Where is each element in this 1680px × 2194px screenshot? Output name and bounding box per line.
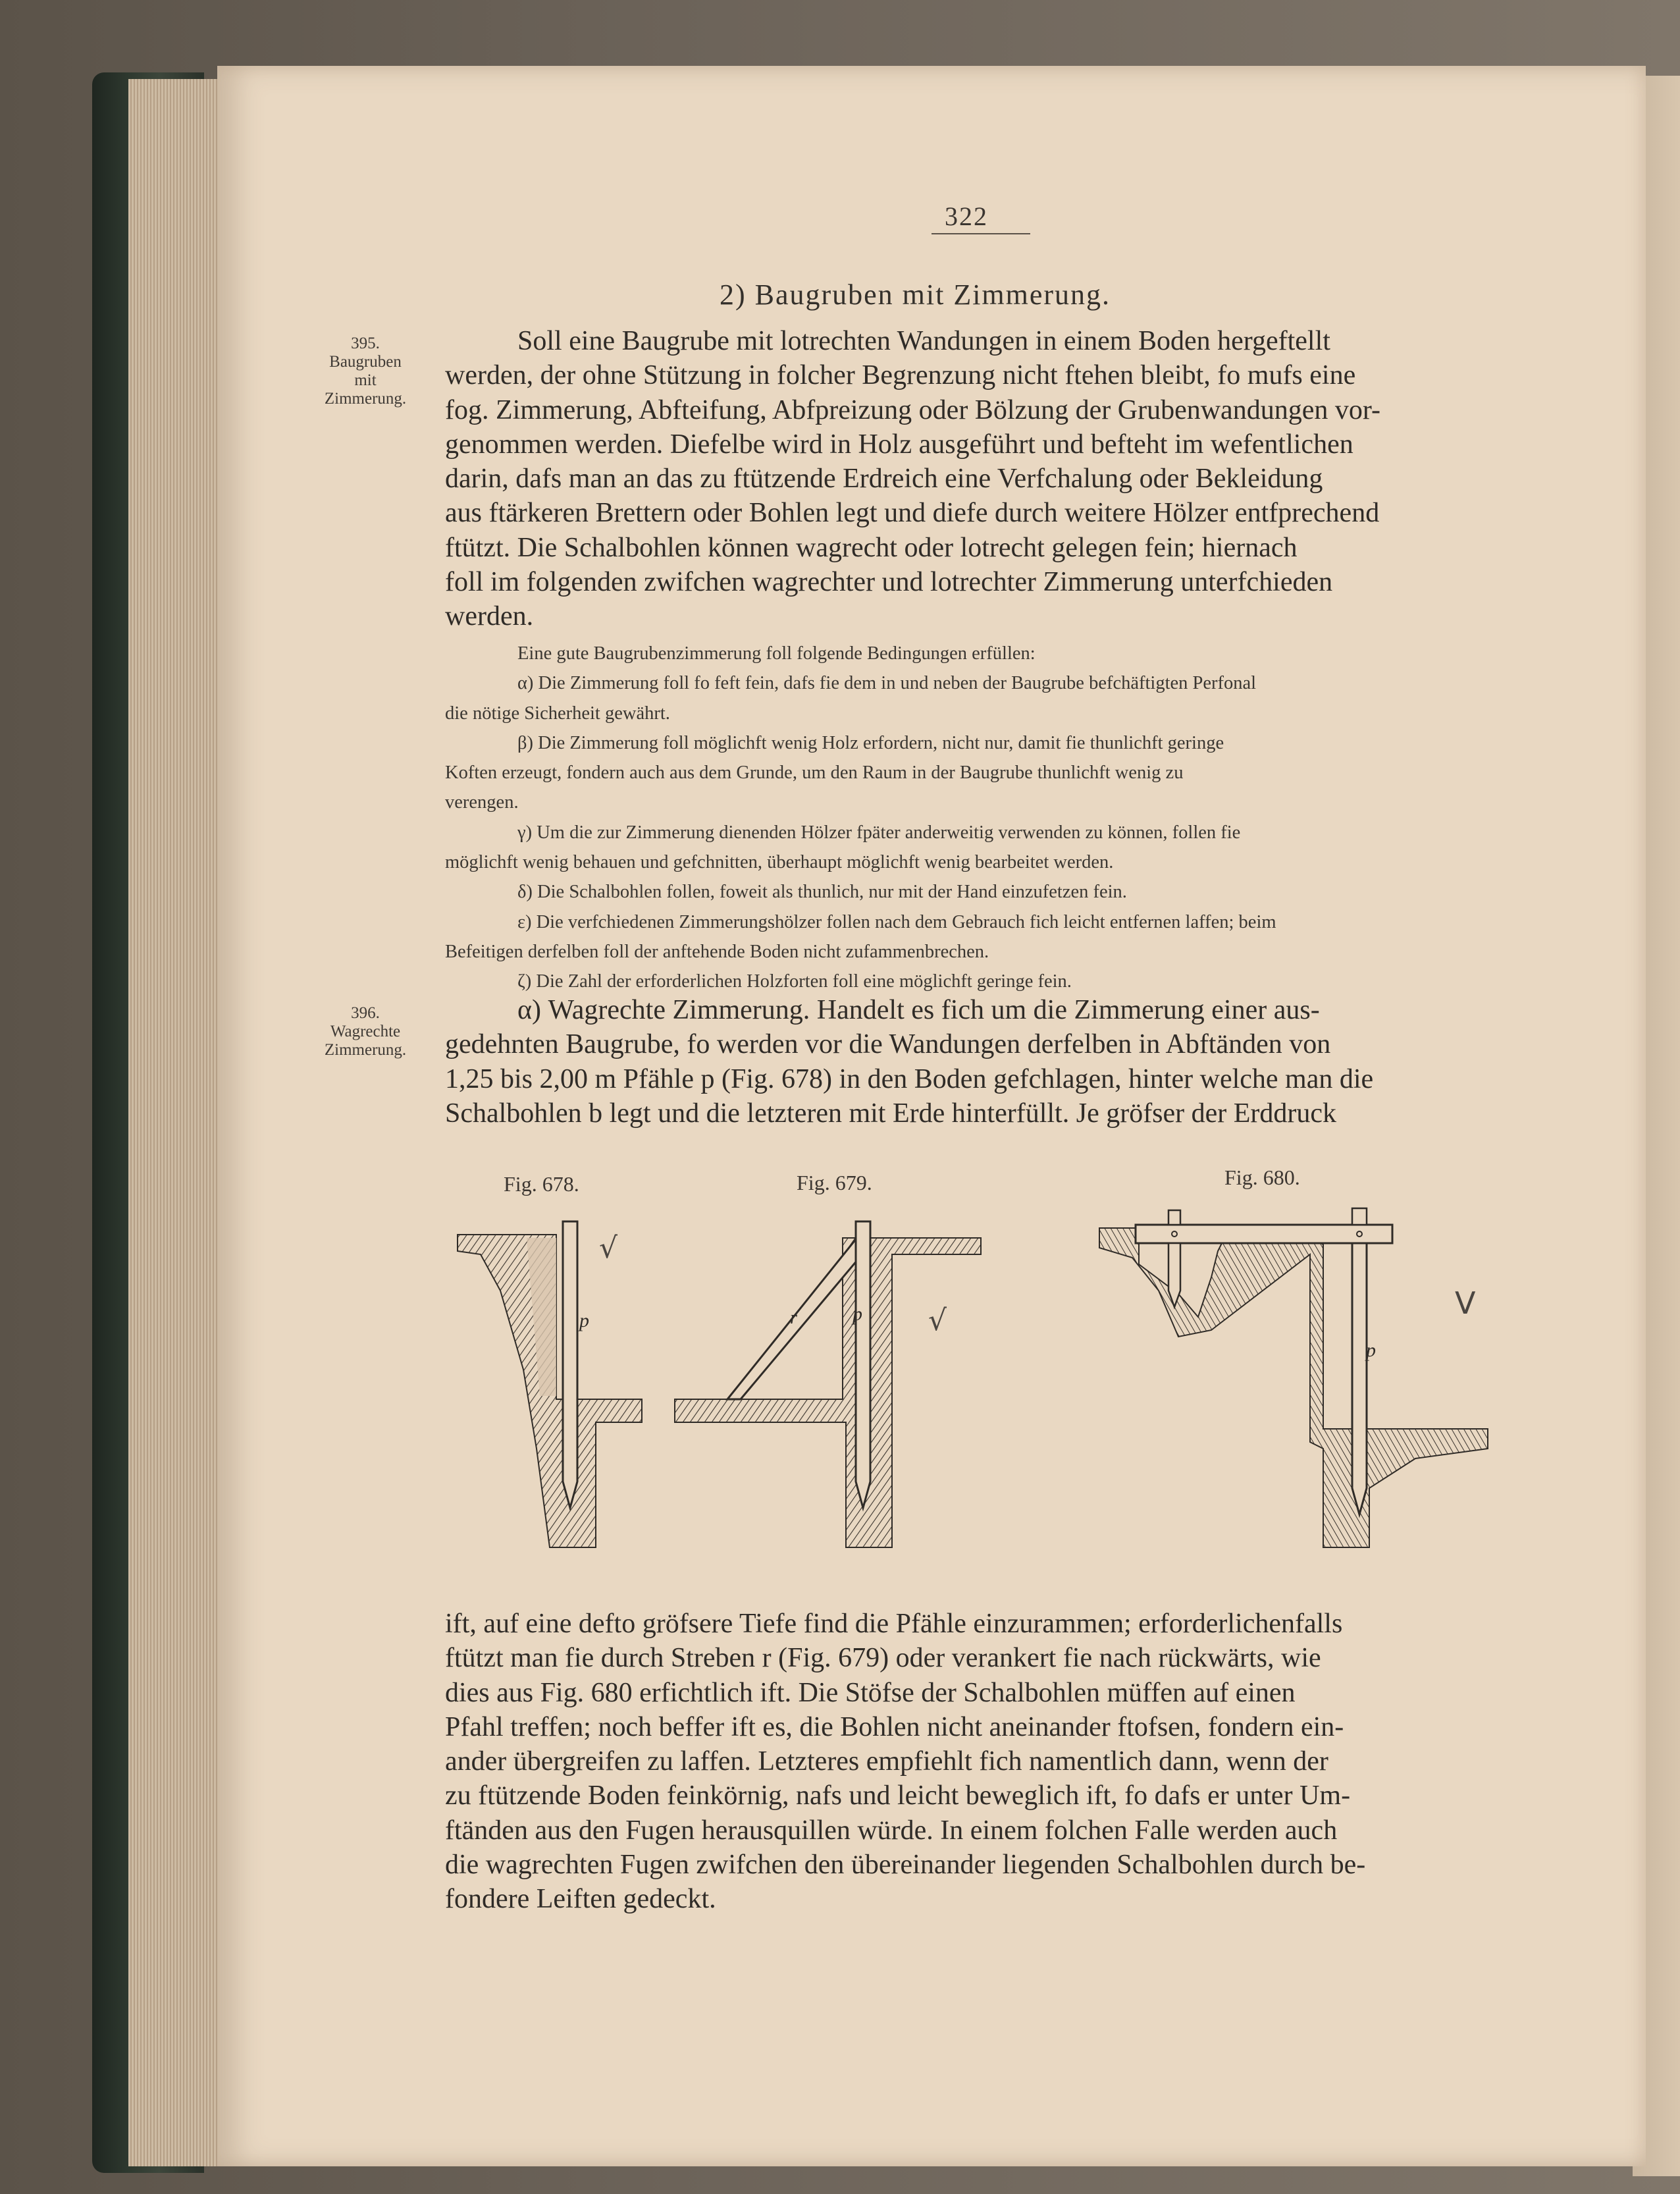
condition-gamma: γ) Um die zur Zimmerung dienenden Hölzer fpäter anderweitig verwenden zu können, follen fie [517,822,1241,843]
condition-zeta: ζ) Die Zahl der erforderlichen Holzforten foll eine möglichft geringe fein. [517,971,1072,992]
fig-679-strut-letter: r [790,1308,797,1328]
fig-678-pile [563,1221,577,1508]
fig-680-drawing [1099,1208,1488,1547]
paragraph-continued [445,1607,1498,1917]
text-line: fondere Leiften gedeckt. [445,1884,716,1915]
text-line: möglichft wenig behauen und gefchnitten, überhaupt möglichft wenig bearbeitet werden. [445,852,1114,873]
text-line: genommen werden. Diefelbe wird in Holz ausgeführt und befteht im wefentlichen [445,429,1353,460]
text-line: die nötige Sicherheit gewährt. [445,703,670,724]
text-line: zu ftützende Boden feinkörnig, nafs und leicht beweglich ift, fo dafs er unter Um- [445,1780,1351,1811]
text-line: dies aus Fig. 680 erfichtlich ift. Die Stöfse der Schalbohlen müffen auf einen [445,1677,1296,1708]
text-line: die wagrechten Fugen zwifchen den übereinander liegenden Schalbohlen durch be- [445,1850,1366,1881]
text-line: aus ftärkeren Brettern oder Bohlen legt und diefe durch weitere Hölzer entfprechend [445,498,1380,529]
fig-679-pile-letter: p [853,1303,862,1325]
text-line: Soll eine Baugrube mit lotrechten Wandungen in einem Boden hergeftellt [517,326,1330,356]
fig-678-pile-letter: p [579,1310,589,1331]
text-line: ftützt man fie durch Streben r (Fig. 679) oder verankert fie nach rückwärts, wie [445,1643,1321,1674]
text-line: ftänden aus den Fugen herausquillen würde. In einem folchen Falle werden auch [445,1815,1338,1846]
text-line: Koften erzeugt, fondern auch aus dem Grunde, um den Raum in der Baugrube thunlichft wenig zu [445,763,1184,784]
section-heading: 2) Baugruben mit Zimmerung. [719,279,1111,311]
fig-679-label: Fig. 679. [797,1171,872,1194]
text-line: gedehnten Baugrube, fo werden vor die Wandungen derfelben in Abftänden von [445,1029,1331,1060]
condition-alpha: α) Die Zimmerung foll fo feft fein, dafs fie dem in und neben der Baugrube befchäftigten Perfonal [517,673,1257,694]
fig-680-check-mark: V [1455,1285,1476,1321]
margin-note-line: mit [354,371,377,389]
text-line: Pfahl treffen; noch beffer ift es, die Bohlen nicht aneinander ftofsen, fondern ein- [445,1711,1344,1742]
margin-note-number: 396. [351,1004,380,1022]
margin-note-line: Zimmerung. [324,1041,407,1059]
fig-679-pile [856,1221,870,1508]
margin-note-number: 395. [351,334,380,352]
fig-680-anchor-beam [1136,1225,1392,1243]
fig-678-drawing [458,1221,642,1547]
text-line: ftützt. Die Schalbohlen können wagrecht oder lotrecht gelegen fein; hiernach [445,532,1298,563]
text-line: α) Wagrechte Zimmerung. Handelt es fich um die Zimmerung einer aus- [517,995,1320,1025]
text-line: verengen. [445,792,519,813]
text-line: foll im folgenden zwifchen wagrechter und lotrechter Zimmerung unterfchieden [445,567,1333,598]
text-line: Schalbohlen b legt und die letzteren mit Erde hinterfüllt. Je gröfser der Erddruck [445,1098,1337,1129]
fig-680-label: Fig. 680. [1224,1165,1300,1189]
fig-680-anchor-post-top [1168,1210,1180,1225]
fig-678-check-mark: √ [599,1231,618,1265]
fig-680-anchor-post [1168,1243,1180,1307]
text-line: Befeitigen derfelben foll der anftehende Boden nicht zufammenbrechen. [445,941,989,962]
fig-680-pile [1352,1243,1367,1514]
fig-680-pile-top [1352,1208,1367,1225]
text-line: 1,25 bis 2,00 m Pfähle p (Fig. 678) in den Boden gefchlagen, hinter welche man die [445,1063,1374,1094]
text-line: darin, dafs man an das zu ftützende Erdreich eine Verfchalung oder Bekleidung [445,464,1323,495]
condition-beta: β) Die Zimmerung foll möglichft wenig Holz erfordern, nicht nur, damit fie thunlichft geringe [517,732,1224,753]
text-line: fog. Zimmerung, Abfteifung, Abfpreizung oder Bölzung der Grubenwandungen vor- [445,394,1380,425]
fig-680-soil [1099,1228,1488,1547]
condition-delta: δ) Die Schalbohlen follen, foweit als thunlich, nur mit der Hand einzufetzen fein. [517,882,1127,903]
text-line: ander übergreifen zu laffen. Letzteres empfiehlt fich namentlich dann, wenn der [445,1746,1328,1777]
fig-678-label: Fig. 678. [504,1172,579,1196]
text-line: ift, auf eine defto gröfsere Tiefe find die Pfähle einzurammen; erforderlichenfalls [445,1609,1343,1639]
page-number: 322 [945,201,988,231]
margin-note-line: Zimmerung. [324,390,407,408]
fig-679-drawing [675,1221,981,1547]
text-line: werden, der ohne Stützung in folcher Begrenzung nicht ftehen bleibt, fo mufs eine [445,360,1356,391]
text-line: werden. [445,601,534,632]
text-line: Eine gute Baugrubenzimmerung foll folgende Bedingungen erfüllen: [517,643,1036,664]
condition-epsilon: ε) Die verfchiedenen Zimmerungshölzer follen nach dem Gebrauch fich leicht entfernen laffen; beim [517,911,1276,932]
margin-note-line: Baugruben [329,353,402,371]
fig-680-pile-letter: p [1366,1339,1376,1361]
fig-679-check-mark: √ [928,1304,947,1337]
margin-note-line: Wagrechte [330,1023,401,1040]
